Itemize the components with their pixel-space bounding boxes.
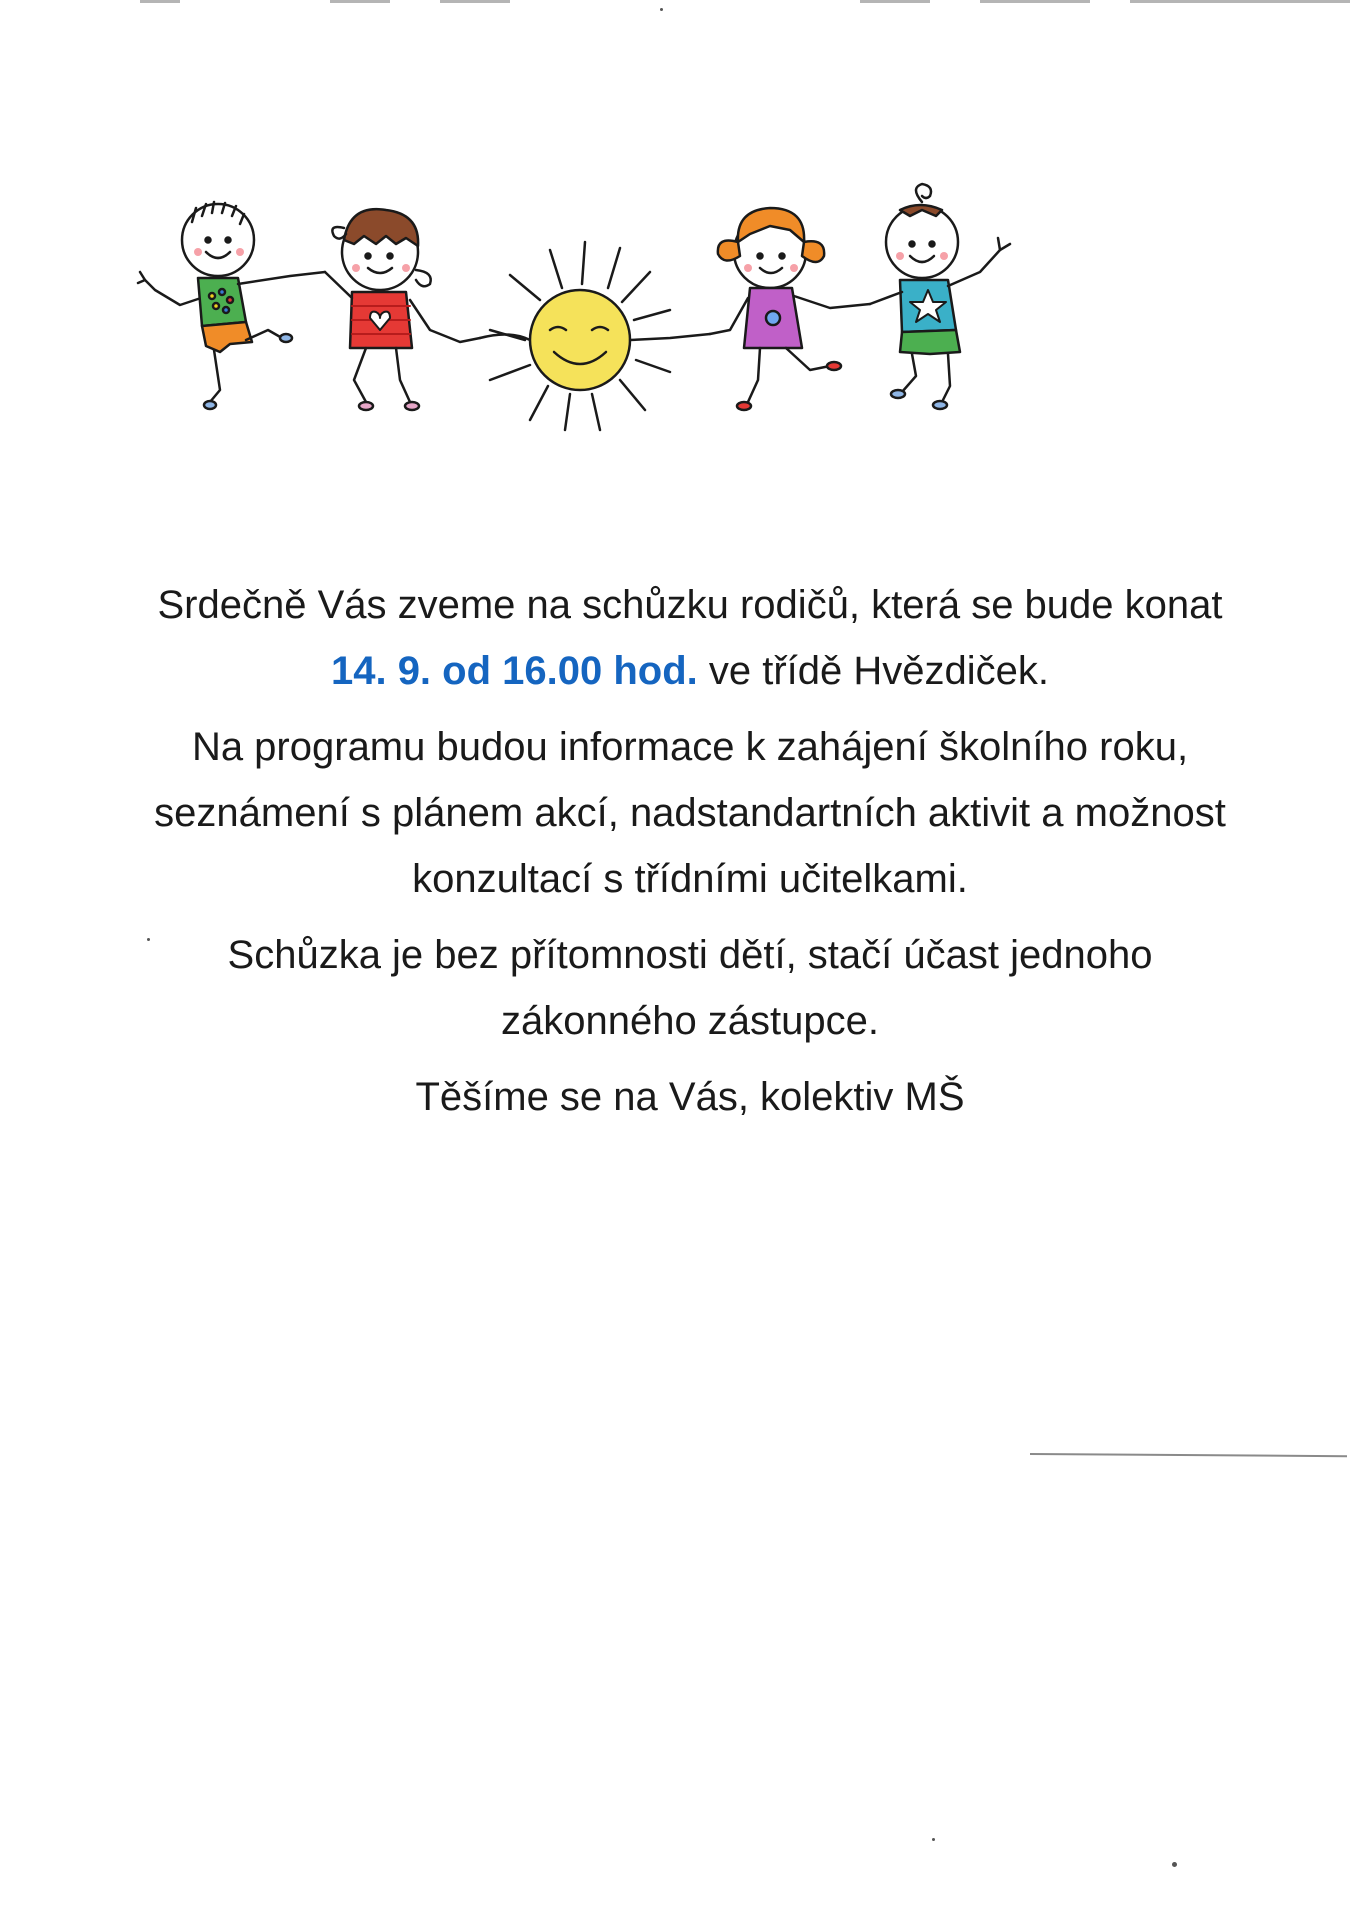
- meeting-location-text: ve třídě Hvězdiček.: [697, 649, 1050, 693]
- child-girl-red-shirt: [325, 209, 480, 410]
- meeting-intro-text: Srdečně Vás zveme na schůzku rodičů, která se bude konat: [157, 583, 1223, 627]
- scan-speck: [1172, 1862, 1177, 1867]
- invitation-text: [140, 572, 1240, 1140]
- scan-edge-line: [140, 0, 180, 3]
- scan-edge-line: [860, 0, 930, 3]
- sun-drawing: [480, 242, 710, 430]
- scan-edge-line: [440, 0, 510, 3]
- scan-edge-line: [1130, 0, 1350, 3]
- invitation-paragraph-program: Na programu budou informace k zahájení školního roku, seznámení s plánem akcí, nadstandartních aktivit a možnost konzultací s třídními učitelkami.: [154, 725, 1226, 901]
- scan-speck: [660, 8, 663, 11]
- invitation-paragraph-attendance: Schůzka je bez přítomnosti dětí, stačí účast jednoho zákonného zástupce.: [227, 933, 1153, 1043]
- scan-edge-line: [1030, 1453, 1347, 1457]
- child-boy-teal-shirt: [870, 184, 1010, 409]
- child-boy-green-shirt: [138, 202, 325, 409]
- scan-edge-line: [980, 0, 1090, 3]
- scan-edge-line: [330, 0, 390, 3]
- scan-speck: [932, 1838, 935, 1841]
- meeting-date-time: 14. 9. od 16.00 hod.: [330, 649, 698, 693]
- child-girl-purple-shirt: [710, 208, 870, 410]
- children-and-sun-illustration: [130, 180, 1130, 480]
- invitation-closing: Těšíme se na Vás, kolektiv MŠ: [415, 1075, 965, 1119]
- invitation-paragraph-meeting: [140, 572, 1240, 704]
